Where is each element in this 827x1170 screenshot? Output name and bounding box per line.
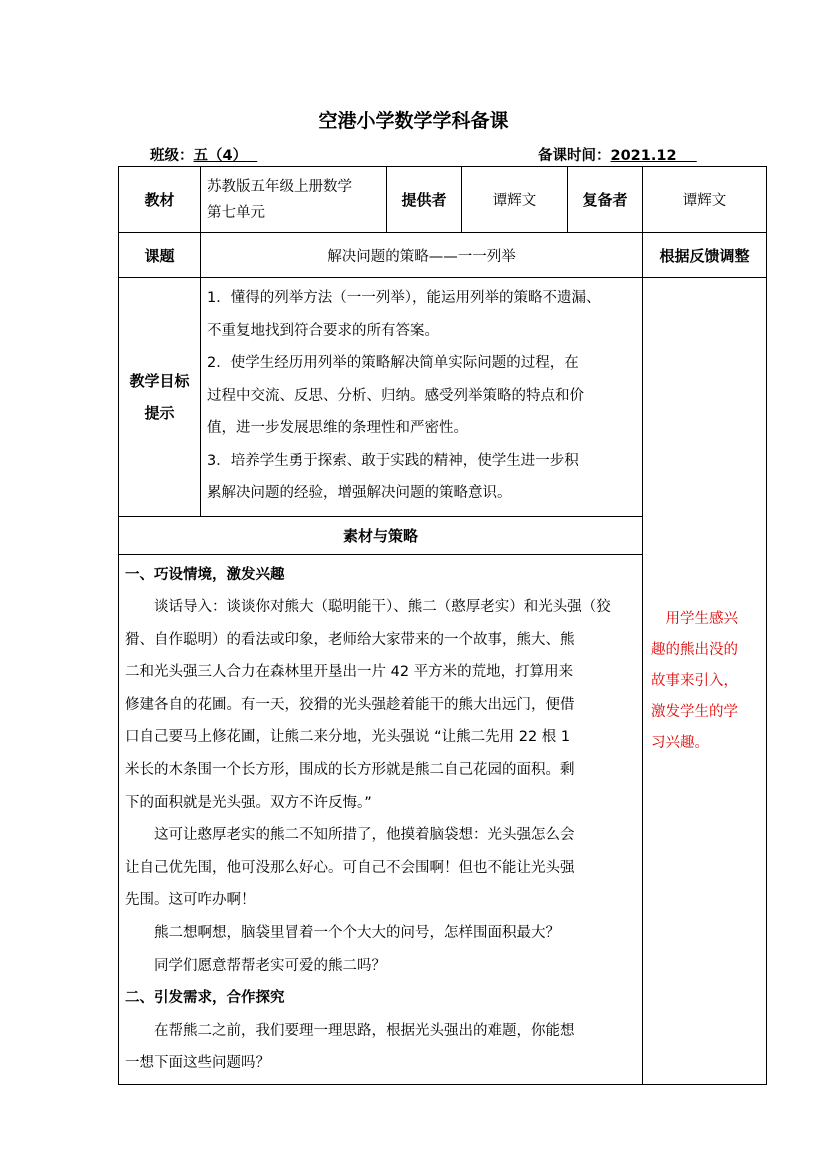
- paragraph-line: 下的面积就是光头强。双方不许反悔。”: [125, 794, 372, 811]
- paragraph-line: 先围。这可咋办啊！: [125, 892, 256, 909]
- date-info: [538, 144, 697, 165]
- goal-line: 值，进一步发展思维的条理性和严密性。: [207, 420, 468, 436]
- adjust-label: 根据反馈调整: [643, 233, 767, 278]
- goals-content: [201, 278, 643, 517]
- paragraph-line: 口自己要马上修花圃，让熊二来分地，光头强说 “让熊二先用 22 根 1: [125, 729, 571, 746]
- row-topic: [119, 233, 767, 278]
- textbook-label: 教材: [119, 167, 201, 233]
- note-line: 激发学生的学: [651, 703, 738, 720]
- feedback-note: [643, 278, 767, 1085]
- material-content: [119, 554, 643, 1085]
- paragraph-line: 熊二想啊想，脑袋里冒着一个个大大的问号，怎样围面积最大？: [154, 925, 560, 942]
- goal-line: 1．懂得的列举方法（一一列举），能运用列举的策略不遗漏、: [207, 290, 601, 306]
- paragraph-line: 二和光头强三人合力在森林里开垦出一片 42 平方米的荒地，打算用来: [125, 664, 574, 681]
- reviewer-label: 复备者: [568, 167, 643, 233]
- paragraph-line: 米长的木条围一个长方形，围成的长方形就是熊二自己花园的面积。剩: [125, 762, 575, 779]
- note-line: 故事来引入，: [651, 672, 738, 689]
- topic-label: 课题: [119, 233, 201, 278]
- document-title: 空港小学数学学科备课: [318, 110, 509, 132]
- paragraph-line: 猾、自作聪明）的看法或印象，老师给大家带来的一个故事，熊大、熊: [125, 631, 575, 648]
- note-line: 用学生感兴: [665, 610, 738, 627]
- goal-line: 3．培养学生勇于探索、敢于实践的精神，使学生进一步积: [207, 452, 579, 469]
- class-value: 五（4）: [193, 148, 248, 164]
- goal-line: 累解决问题的经验，增强解决问题的策略意识。: [207, 485, 512, 501]
- paragraph-line: 谈话导入：谈谈你对熊大（聪明能干）、熊二（憨厚老实）和光头强（狡: [154, 599, 611, 616]
- note-line: 习兴趣。: [651, 734, 709, 751]
- textbook-value: [201, 167, 387, 233]
- goals-label: [119, 278, 201, 517]
- goal-line: 过程中交流、反思、分析、归纳。感受列举策略的特点和价: [207, 387, 584, 404]
- row-textbook: [119, 167, 767, 233]
- paragraph-line: 这可让憨厚老实的熊二不知所措了，他摸着脑袋想：光头强怎么会: [154, 827, 575, 844]
- date-value: 2021.12: [610, 148, 677, 164]
- goal-line: 2．使学生经历用列举的策略解决简单实际问题的过程，在: [207, 355, 579, 371]
- note-line: 趣的熊出没的: [651, 641, 738, 658]
- provider-label: 提供者: [387, 167, 462, 233]
- textbook-line: 苏教版五年级上册数学: [207, 178, 352, 195]
- paragraph-line: 一想下面这些问题吗？: [125, 1055, 270, 1072]
- paragraph-line: 在帮熊二之前，我们要理一理思路，根据光头强出的难题，你能想: [154, 1022, 575, 1039]
- date-label: 备课时间：: [538, 148, 611, 164]
- paragraph-line: 修建各自的花圃。有一天，狡猾的光头强趁着能干的熊大出远门，便借: [125, 696, 575, 713]
- row-goals: [119, 278, 767, 517]
- reviewer-value: 谭辉文: [643, 167, 767, 233]
- goals-label-line: 提示: [144, 403, 175, 422]
- material-header: 素材与策略: [119, 516, 643, 554]
- paragraph-line: 让自己优先围，他可没那么好心。可自己不会围啊！但也不能让光头强: [125, 859, 575, 876]
- provider-value: 谭辉文: [462, 167, 568, 233]
- paragraph-line: 同学们愿意帮帮老实可爱的熊二吗？: [154, 957, 386, 974]
- class-info: [150, 144, 257, 165]
- lesson-plan-table: [118, 166, 767, 1085]
- topic-value: 解决问题的策略——一一列举: [201, 233, 643, 278]
- goals-label-line: 教学目标: [129, 371, 190, 390]
- section-heading: 二、引发需求，合作探究: [125, 990, 285, 1007]
- textbook-line: 第七单元: [207, 204, 265, 221]
- class-label: 班级：: [150, 148, 194, 164]
- goal-line: 不重复地找到符合要求的所有答案。: [207, 322, 439, 339]
- section-heading: 一、巧设情境，激发兴趣: [125, 566, 285, 583]
